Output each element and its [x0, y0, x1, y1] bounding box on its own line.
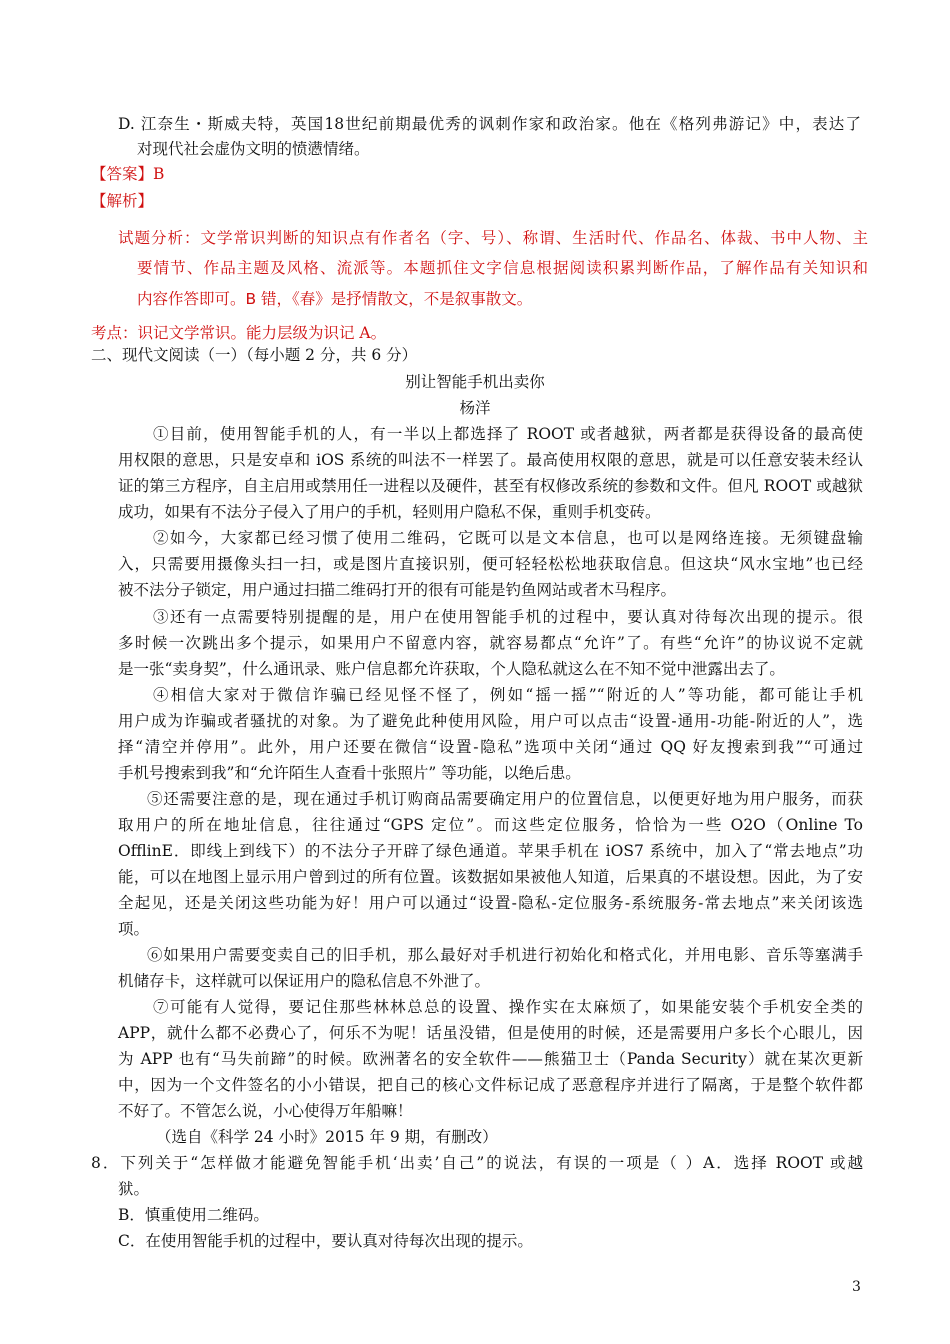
paragraph-3-line-1: ③还有一点需要特别提醒的是，用户在使用智能手机的过程中，要认真对待每次出现的提示。很: [153, 608, 863, 626]
paragraph-4-line-4: 手机号搜索到我”和“允许陌生人查看十张照片” 等功能，以绝后患。: [118, 764, 581, 782]
article-source: （选自《科学 24 小时》2015 年 9 期，有删改）: [156, 1128, 498, 1146]
paragraph-2-line-1: ②如今，大家都已经习惯了使用二维码，它既可以是文本信息，也可以是网络连接。无须键盘输: [153, 529, 863, 547]
answer-line: [91, 164, 164, 184]
paragraph-3-line-3: 是一张“卖身契”，什么通讯录、账户信息都允许获取，个人隐私就这么在不知不觉中泄露出去了。: [118, 660, 785, 678]
paragraph-4-line-2: 用户成为诈骗或者骚扰的对象。为了避免此种使用风险，用户可以点击“设置-通用-功能-附近的人”，选: [118, 712, 863, 730]
paragraph-5-line-5: 全起见，还是关闭这些功能为好！用户可以通过“设置-隐私-定位服务-系统服务-常去地点”来关闭该选: [118, 894, 863, 912]
question-8-option-c: C．在使用智能手机的过程中，要认真对待每次出现的提示。: [118, 1232, 533, 1250]
paragraph-7-line-1: ⑦可能有人觉得，要记住那些林林总总的设置、操作实在太麻烦了，如果能安装个手机安全类的: [153, 998, 863, 1016]
question-8-line-2: 狱。: [118, 1180, 150, 1198]
paragraph-5-line-3: OfflinE．即线上到线下）的不法分子开辟了绿色通道。苹果手机在 iOS7 系统中，加入了“常去地点”功: [118, 842, 863, 860]
page-number: 3: [852, 1279, 861, 1295]
paragraph-6-line-1: ⑥如果用户需要变卖自己的旧手机，那么最好对手机进行初始化和格式化，并用电影、音乐等塞满手: [147, 946, 863, 964]
paragraph-7-line-3: 为 APP 也有“马失前蹄”的时候。欧洲著名的安全软件——熊猫卫士（Panda Security）就在某次更新: [118, 1050, 863, 1068]
paragraph-6-line-2: 机储存卡，这样就可以保证用户的隐私信息不外泄了。: [118, 972, 491, 990]
question-8-line-1: 8．下列关于“怎样做才能避免智能手机‘出卖’自己”的说法，有误的一项是（ ）A．选择 ROOT 或越: [91, 1154, 863, 1172]
paragraph-2-line-3: 被不法分子锁定，用户通过扫描二维码打开的很有可能是钓鱼网站或者木马程序。: [118, 581, 677, 599]
paragraph-3-line-2: 多时候一次跳出多个提示，如果用户不留意内容，就容易都点“允许”了。有些“允许”的协议说不定就: [118, 634, 863, 652]
kaodian-line: 考点：识记文学常识。能力层级为识记 A。: [91, 324, 387, 342]
paragraph-4-line-3: 择“清空并停用”。此外，用户还要在微信“设置-隐私”选项中关闭“通过 QQ 好友搜索到我”“可通过: [118, 738, 863, 756]
paragraph-7-line-5: 不好了。不管怎么说，小心使得万年船嘛！: [118, 1102, 413, 1120]
paragraph-1-line-3: 证的第三方程序，自主启用或禁用任一进程以及硬件，甚至有权修改系统的参数和文件。但凡 ROOT 或越狱: [118, 477, 863, 495]
analysis-line-1: 试题分析：文学常识判断的知识点有作者名（字、号）、称谓、生活时代、作品名、体裁、书中人物、主: [118, 229, 868, 247]
article-author: 杨洋: [459, 399, 491, 417]
article-title: 别让智能手机出卖你: [405, 373, 545, 391]
paragraph-1-line-2: 用权限的意思，只是安卓和 iOS 系统的叫法不一样罢了。最高使用权限的意思，就是可以任意安装未经认: [118, 451, 863, 469]
paragraph-2-line-2: 入，只需要用摄像头扫一扫，或是图片直接识别，便可轻轻松松地获取信息。但这块“风水宝地”也已经: [118, 555, 863, 573]
answer-label: 【答案】: [91, 165, 154, 183]
option-d-line-1: D. 江奈生・斯威夫特，英国18世纪前期最优秀的讽刺作家和政治家。他在《格列弗游记》中，表达了: [118, 115, 861, 133]
paragraph-4-line-1: ④相信大家对于微信诈骗已经见怪不怪了，例如“摇一摇”“附近的人”等功能，都可能让手机: [153, 686, 863, 704]
paragraph-5-line-2: 取用户的所在地址信息，往往通过“GPS 定位”。而这些定位服务，恰恰为一些 O2O（Online To: [118, 816, 863, 834]
paragraph-5-line-6: 项。: [118, 920, 150, 938]
option-d-line-2: 对现代社会虚伪文明的愤懑情绪。: [137, 140, 370, 158]
question-8-option-b: B．慎重使用二维码。: [118, 1206, 269, 1224]
paragraph-1-line-1: ①目前，使用智能手机的人，有一半以上都选择了 ROOT 或者越狱，两者都是获得设备的最高使: [153, 425, 863, 443]
answer-value: B: [153, 165, 165, 183]
paragraph-1-line-4: 成功，如果有不法分子侵入了用户的手机，轻则用户隐私不保，重则手机变砖。: [118, 503, 661, 521]
paragraph-5-line-1: ⑤还需要注意的是，现在通过手机订购商品需要确定用户的位置信息，以便更好地为用户服务，而获: [147, 790, 863, 808]
analysis-label: 【解析】: [91, 192, 154, 210]
paragraph-7-line-2: APP，就什么都不必费心了，何乐不为呢！话虽没错，但是使用的时候，还是需要用户多长个心眼儿，因: [118, 1024, 863, 1042]
section-heading: 二、现代文阅读（一）（每小题 2 分，共 6 分）: [91, 346, 418, 364]
analysis-line-3: 内容作答即可。B 错，《春》是抒情散文，不是叙事散文。: [137, 290, 533, 308]
paragraph-5-line-4: 能，可以在地图上显示用户曾到过的所有位置。该数据如果被他人知道，后果真的不堪设想。因此，为了安: [118, 868, 863, 886]
analysis-line-2: 要情节、作品主题及风格、流派等。本题抓住文字信息根据阅读积累判断作品，了解作品有关知识和: [137, 259, 868, 277]
paragraph-7-line-4: 中，因为一个文件签名的小小错误，把自己的核心文件标记成了恶意程序并进行了隔离，于是整个软件都: [118, 1076, 863, 1094]
